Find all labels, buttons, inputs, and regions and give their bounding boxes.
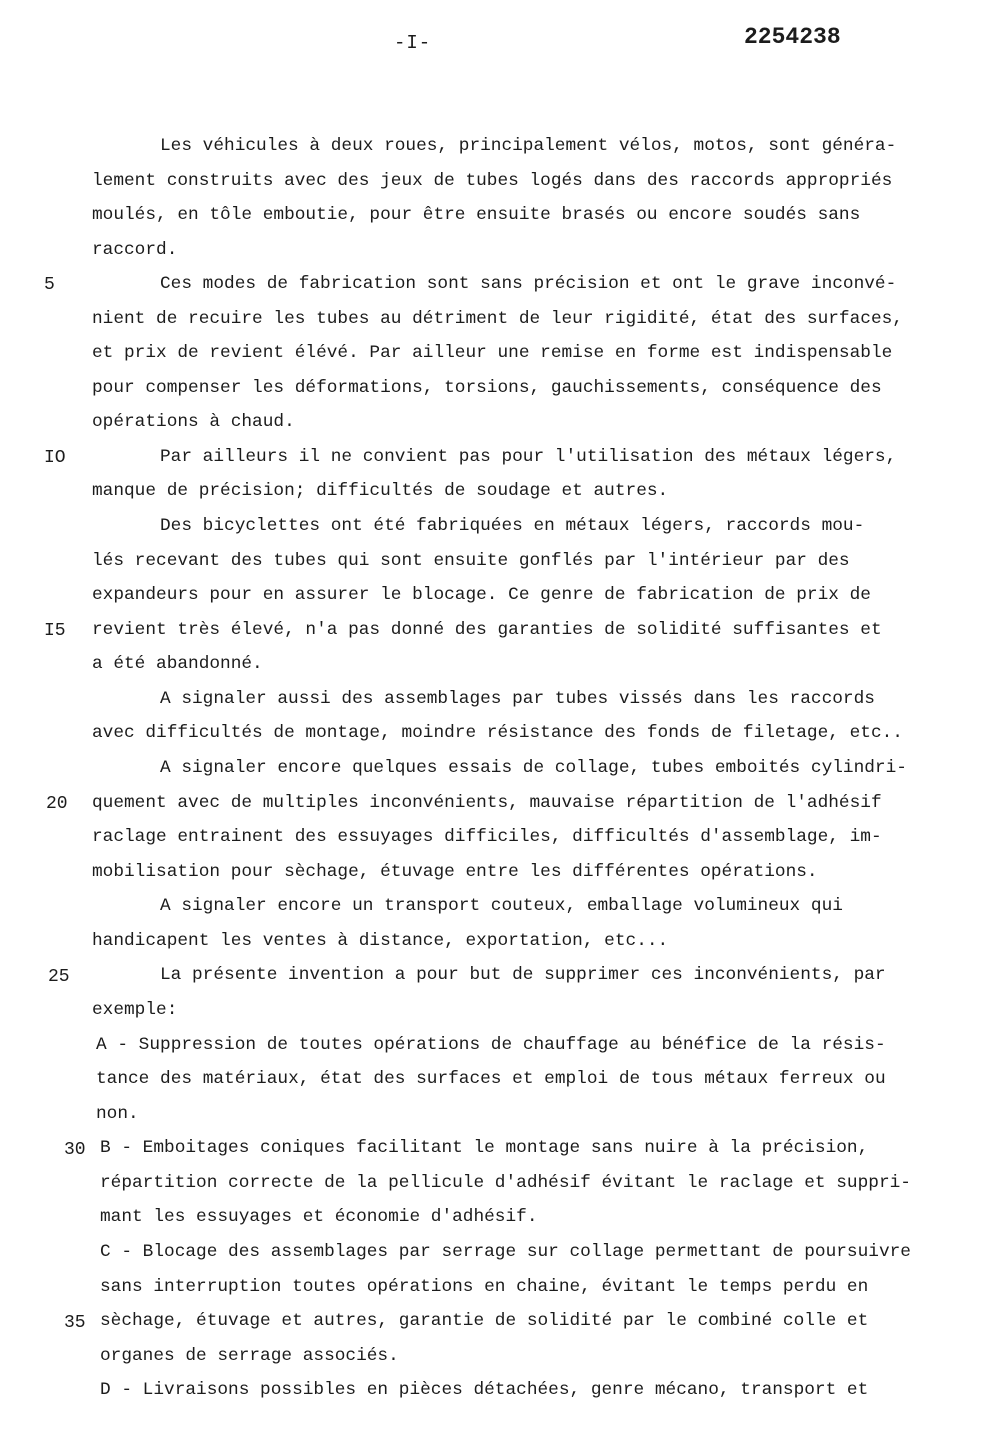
text-line: expandeurs pour en assurer le blocage. Ce genre de fabrication de prix de bbox=[92, 585, 871, 605]
page-number: -I- bbox=[394, 32, 432, 54]
line-number: 25 bbox=[48, 967, 70, 987]
text-line: A signaler encore un transport couteux, emballage volumineux qui bbox=[160, 896, 843, 916]
text-line: nient de recuire les tubes au détriment de leur rigidité, état des surfaces, bbox=[92, 309, 903, 329]
text-line: avec difficultés de montage, moindre résistance des fonds de filetage, etc.. bbox=[92, 723, 903, 743]
line-number: 5 bbox=[44, 275, 55, 295]
text-line: mant les essuyages et économie d'adhésif. bbox=[100, 1207, 538, 1227]
text-line: moulés, en tôle emboutie, pour être ensuite brasés ou encore soudés sans bbox=[92, 205, 861, 225]
text-line: organes de serrage associés. bbox=[100, 1346, 399, 1366]
text-line: A - Suppression de toutes opérations de chauffage au bénéfice de la résis- bbox=[96, 1035, 886, 1055]
text-line: répartition correcte de la pellicule d'adhésif évitant le raclage et suppri- bbox=[100, 1173, 911, 1193]
line-number: 20 bbox=[46, 794, 68, 814]
text-line: lement construits avec des jeux de tubes logés dans des raccords appropriés bbox=[92, 171, 893, 191]
line-number: 30 bbox=[64, 1140, 86, 1160]
document-number: 2254238 bbox=[744, 24, 841, 50]
text-line: opérations à chaud. bbox=[92, 412, 295, 432]
text-line: revient très élevé, n'a pas donné des garanties de solidité suffisantes et bbox=[92, 620, 882, 640]
text-line: exemple: bbox=[92, 1000, 178, 1020]
text-line: Ces modes de fabrication sont sans précision et ont le grave inconvé- bbox=[160, 274, 897, 294]
text-line: Par ailleurs il ne convient pas pour l'utilisation des métaux légers, bbox=[160, 447, 897, 467]
text-line: sans interruption toutes opérations en chaine, évitant le temps perdu en bbox=[100, 1277, 869, 1297]
text-line: Les véhicules à deux roues, principalement vélos, motos, sont généra- bbox=[160, 136, 897, 156]
line-number: IO bbox=[44, 448, 66, 468]
text-line: C - Blocage des assemblages par serrage sur collage permettant de poursuivre bbox=[100, 1242, 911, 1262]
text-line: sèchage, étuvage et autres, garantie de solidité par le combiné colle et bbox=[100, 1311, 869, 1331]
text-line: Des bicyclettes ont été fabriquées en métaux légers, raccords mou- bbox=[160, 516, 865, 536]
text-line: manque de précision; difficultés de soudage et autres. bbox=[92, 481, 669, 501]
text-line: lés recevant des tubes qui sont ensuite gonflés par l'intérieur par des bbox=[92, 551, 850, 571]
text-line: tance des matériaux, état des surfaces et emploi de tous métaux ferreux ou bbox=[96, 1069, 886, 1089]
text-line: A signaler aussi des assemblages par tubes vissés dans les raccords bbox=[160, 689, 875, 709]
text-line: La présente invention a pour but de supprimer ces inconvénients, par bbox=[160, 965, 886, 985]
text-line: mobilisation pour sèchage, étuvage entre les différentes opérations. bbox=[92, 862, 818, 882]
line-number: 35 bbox=[64, 1313, 86, 1333]
text-line: B - Emboitages coniques facilitant le montage sans nuire à la précision, bbox=[100, 1138, 869, 1158]
text-line: A signaler encore quelques essais de collage, tubes emboités cylindri- bbox=[160, 758, 907, 778]
text-line: pour compenser les déformations, torsions, gauchissements, conséquence des bbox=[92, 378, 882, 398]
text-line: a été abandonné. bbox=[92, 654, 263, 674]
text-line: D - Livraisons possibles en pièces détachées, genre mécano, transport et bbox=[100, 1380, 869, 1400]
text-line: et prix de revient élévé. Par ailleur une remise en forme est indispensable bbox=[92, 343, 893, 363]
text-line: quement avec de multiples inconvénients, mauvaise répartition de l'adhésif bbox=[92, 793, 882, 813]
text-line: raccord. bbox=[92, 240, 178, 260]
text-line: handicapent les ventes à distance, exportation, etc... bbox=[92, 931, 669, 951]
line-number: I5 bbox=[44, 621, 66, 641]
text-line: raclage entrainent des essuyages difficiles, difficultés d'assemblage, im- bbox=[92, 827, 882, 847]
text-line: non. bbox=[96, 1104, 139, 1124]
